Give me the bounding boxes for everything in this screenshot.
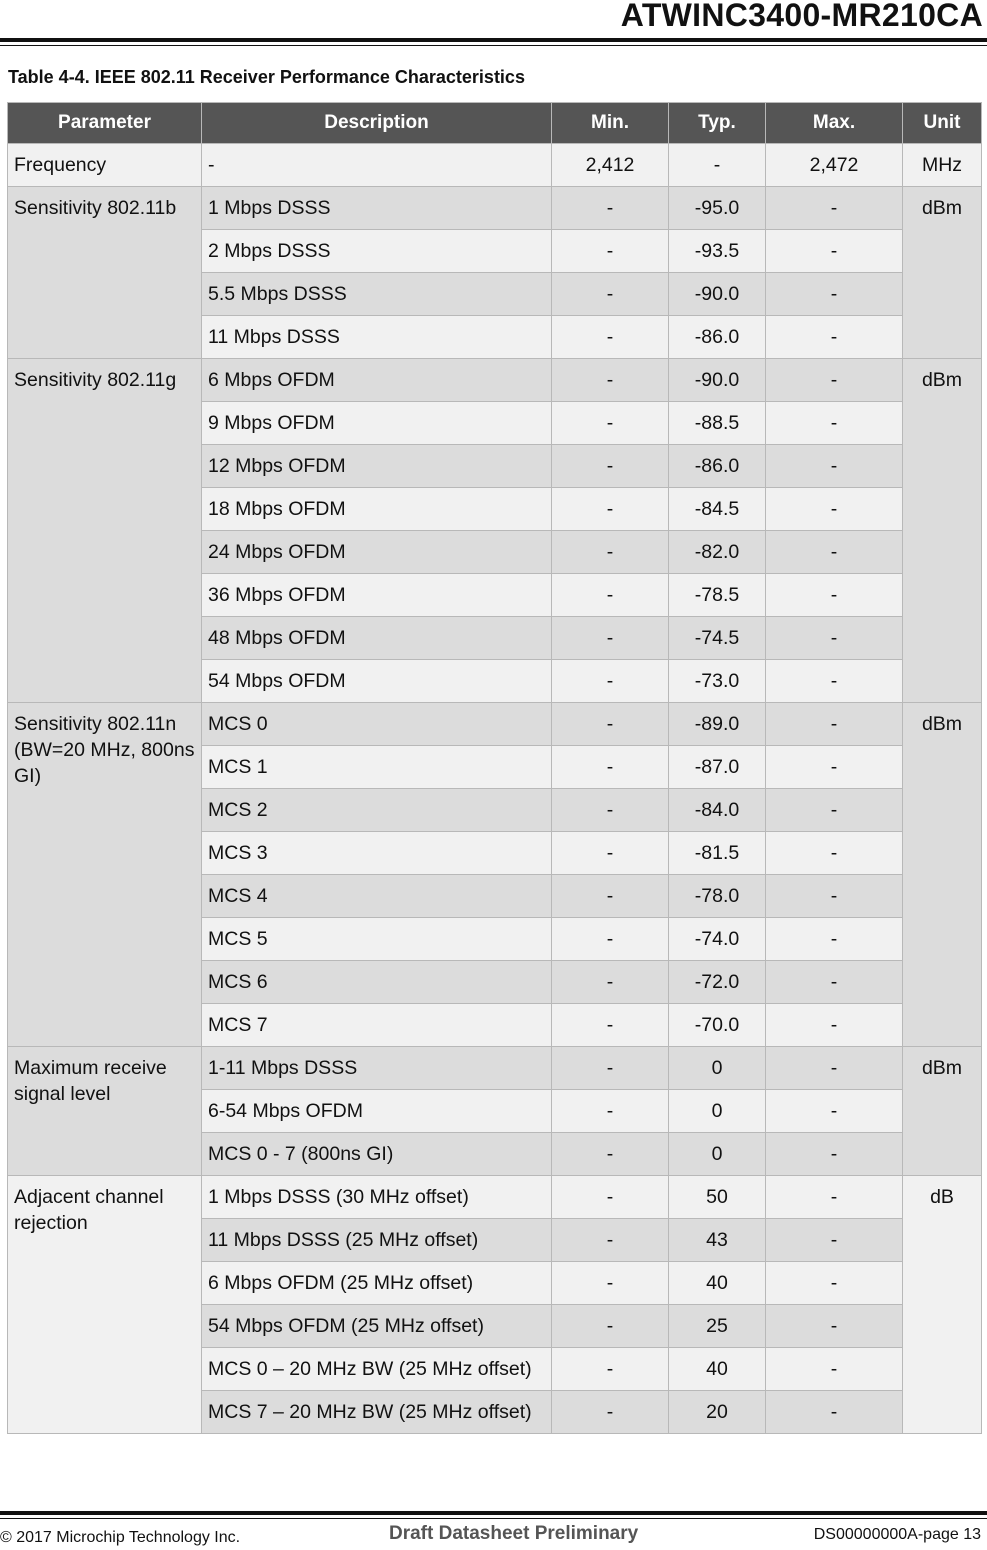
cell-typ: 25 [669, 1305, 766, 1348]
cell-min: - [552, 316, 669, 359]
cell-min: - [552, 1219, 669, 1262]
cell-typ: -78.5 [669, 574, 766, 617]
cell-max: - [766, 746, 903, 789]
cell-typ: -88.5 [669, 402, 766, 445]
cell-max: - [766, 574, 903, 617]
cell-max: - [766, 531, 903, 574]
header-rule-thin [0, 45, 987, 46]
cell-typ: 40 [669, 1348, 766, 1391]
cell-min: - [552, 531, 669, 574]
cell-max: - [766, 1219, 903, 1262]
cell-max: - [766, 273, 903, 316]
column-header-typ: Typ. [669, 103, 766, 144]
table-row [8, 359, 982, 402]
cell-unit: MHz [903, 144, 982, 187]
cell-typ: -90.0 [669, 273, 766, 316]
table-header-row [8, 103, 982, 144]
cell-typ: -89.0 [669, 703, 766, 746]
cell-typ: 0 [669, 1047, 766, 1090]
cell-description: MCS 7 [202, 1004, 552, 1047]
cell-max: - [766, 1133, 903, 1176]
cell-unit: dBm [903, 359, 982, 703]
cell-description: 1-11 Mbps DSSS [202, 1047, 552, 1090]
column-header-max: Max. [766, 103, 903, 144]
cell-description: 6 Mbps OFDM (25 MHz offset) [202, 1262, 552, 1305]
cell-min: - [552, 1090, 669, 1133]
cell-max: 2,472 [766, 144, 903, 187]
cell-min: - [552, 230, 669, 273]
cell-description: 12 Mbps OFDM [202, 445, 552, 488]
cell-typ: -73.0 [669, 660, 766, 703]
document-title: ATWINC3400-MR210CA [620, 0, 983, 33]
cell-max: - [766, 1047, 903, 1090]
cell-max: - [766, 789, 903, 832]
cell-max: - [766, 316, 903, 359]
cell-typ: 0 [669, 1133, 766, 1176]
cell-min: - [552, 660, 669, 703]
cell-typ: -84.0 [669, 789, 766, 832]
cell-max: - [766, 660, 903, 703]
cell-max: - [766, 402, 903, 445]
cell-description: MCS 1 [202, 746, 552, 789]
cell-unit: dBm [903, 1047, 982, 1176]
receiver-performance-table [7, 102, 982, 1434]
cell-typ: - [669, 144, 766, 187]
cell-description: 36 Mbps OFDM [202, 574, 552, 617]
cell-min: - [552, 1176, 669, 1219]
cell-parameter: Sensitivity 802.11n (BW=20 MHz, 800ns GI) [8, 703, 202, 1047]
cell-typ: -82.0 [669, 531, 766, 574]
cell-max: - [766, 187, 903, 230]
cell-min: - [552, 789, 669, 832]
cell-min: - [552, 832, 669, 875]
cell-description: 5.5 Mbps DSSS [202, 273, 552, 316]
cell-min: - [552, 1348, 669, 1391]
cell-min: - [552, 187, 669, 230]
table-row [8, 1176, 982, 1219]
cell-description: MCS 7 – 20 MHz BW (25 MHz offset) [202, 1391, 552, 1434]
cell-max: - [766, 1090, 903, 1133]
cell-description: MCS 0 [202, 703, 552, 746]
cell-description: 54 Mbps OFDM (25 MHz offset) [202, 1305, 552, 1348]
cell-min: - [552, 875, 669, 918]
column-header-parameter: Parameter [8, 103, 202, 144]
cell-max: - [766, 488, 903, 531]
cell-description: 11 Mbps DSSS [202, 316, 552, 359]
cell-typ: -74.0 [669, 918, 766, 961]
footer-rule-thin [0, 1518, 987, 1519]
cell-description: 11 Mbps DSSS (25 MHz offset) [202, 1219, 552, 1262]
cell-max: - [766, 875, 903, 918]
column-header-min: Min. [552, 103, 669, 144]
footer-status: Draft Datasheet Preliminary [389, 1523, 639, 1544]
cell-min: - [552, 445, 669, 488]
cell-typ: 43 [669, 1219, 766, 1262]
table-row [8, 144, 982, 187]
header-rule-thick [0, 38, 987, 42]
cell-max: - [766, 703, 903, 746]
cell-typ: -72.0 [669, 961, 766, 1004]
cell-description: MCS 2 [202, 789, 552, 832]
cell-min: - [552, 961, 669, 1004]
cell-max: - [766, 1305, 903, 1348]
table-caption: Table 4-4. IEEE 802.11 Receiver Performance Characteristics [8, 67, 525, 87]
cell-description: - [202, 144, 552, 187]
cell-description: 18 Mbps OFDM [202, 488, 552, 531]
cell-description: 9 Mbps OFDM [202, 402, 552, 445]
cell-max: - [766, 832, 903, 875]
cell-min: - [552, 746, 669, 789]
cell-parameter: Sensitivity 802.11g [8, 359, 202, 703]
cell-typ: -90.0 [669, 359, 766, 402]
cell-description: 2 Mbps DSSS [202, 230, 552, 273]
cell-max: - [766, 445, 903, 488]
cell-min: - [552, 1133, 669, 1176]
cell-typ: 50 [669, 1176, 766, 1219]
cell-typ: -86.0 [669, 316, 766, 359]
cell-typ: -74.5 [669, 617, 766, 660]
cell-min: - [552, 273, 669, 316]
cell-description: MCS 5 [202, 918, 552, 961]
footer-rule-thick [0, 1511, 987, 1515]
cell-description: 54 Mbps OFDM [202, 660, 552, 703]
cell-typ: -86.0 [669, 445, 766, 488]
cell-min: - [552, 488, 669, 531]
table-row [8, 1047, 982, 1090]
cell-parameter: Adjacent channel rejection [8, 1176, 202, 1434]
footer-page-number: DS00000000A-page 13 [813, 1526, 981, 1543]
cell-max: - [766, 230, 903, 273]
cell-description: 1 Mbps DSSS (30 MHz offset) [202, 1176, 552, 1219]
cell-max: - [766, 1391, 903, 1434]
cell-min: - [552, 574, 669, 617]
cell-max: - [766, 1348, 903, 1391]
cell-description: MCS 6 [202, 961, 552, 1004]
document-header [0, 0, 987, 50]
cell-min: - [552, 617, 669, 660]
column-header-description: Description [202, 103, 552, 144]
cell-max: - [766, 1176, 903, 1219]
cell-min: - [552, 703, 669, 746]
cell-max: - [766, 359, 903, 402]
cell-typ: -78.0 [669, 875, 766, 918]
cell-typ: -70.0 [669, 1004, 766, 1047]
cell-max: - [766, 617, 903, 660]
cell-min: - [552, 1305, 669, 1348]
table-row [8, 187, 982, 230]
footer-copyright: © 2017 Microchip Technology Inc. [0, 1529, 241, 1546]
cell-min: 2,412 [552, 144, 669, 187]
table-body [8, 144, 982, 1434]
table-row [8, 703, 982, 746]
cell-typ: -95.0 [669, 187, 766, 230]
cell-description: MCS 0 – 20 MHz BW (25 MHz offset) [202, 1348, 552, 1391]
cell-typ: 40 [669, 1262, 766, 1305]
cell-min: - [552, 1262, 669, 1305]
cell-typ: -81.5 [669, 832, 766, 875]
cell-max: - [766, 918, 903, 961]
cell-typ: 20 [669, 1391, 766, 1434]
cell-description: 6 Mbps OFDM [202, 359, 552, 402]
cell-parameter: Frequency [8, 144, 202, 187]
cell-min: - [552, 1391, 669, 1434]
cell-typ: -87.0 [669, 746, 766, 789]
cell-description: MCS 4 [202, 875, 552, 918]
cell-unit: dB [903, 1176, 982, 1434]
cell-max: - [766, 961, 903, 1004]
cell-description: MCS 3 [202, 832, 552, 875]
cell-description: 1 Mbps DSSS [202, 187, 552, 230]
cell-parameter: Maximum receive signal level [8, 1047, 202, 1176]
cell-description: MCS 0 - 7 (800ns GI) [202, 1133, 552, 1176]
cell-min: - [552, 359, 669, 402]
cell-max: - [766, 1262, 903, 1305]
cell-min: - [552, 1004, 669, 1047]
cell-max: - [766, 1004, 903, 1047]
cell-typ: -93.5 [669, 230, 766, 273]
cell-typ: 0 [669, 1090, 766, 1133]
cell-typ: -84.5 [669, 488, 766, 531]
cell-unit: dBm [903, 187, 982, 359]
cell-parameter: Sensitivity 802.11b [8, 187, 202, 359]
cell-description: 48 Mbps OFDM [202, 617, 552, 660]
cell-description: 24 Mbps OFDM [202, 531, 552, 574]
cell-min: - [552, 402, 669, 445]
cell-description: 6-54 Mbps OFDM [202, 1090, 552, 1133]
column-header-unit: Unit [903, 103, 982, 144]
cell-unit: dBm [903, 703, 982, 1047]
cell-min: - [552, 1047, 669, 1090]
cell-min: - [552, 918, 669, 961]
